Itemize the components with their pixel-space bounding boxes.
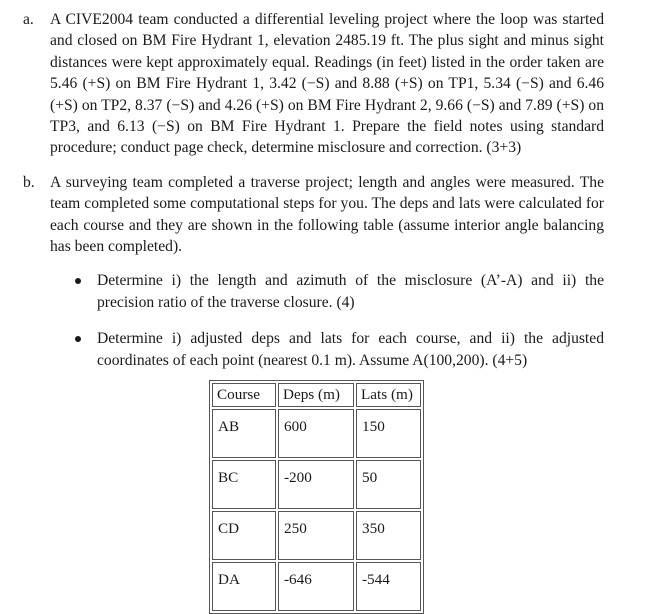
table-row [212,409,421,458]
table-header-row [212,383,421,407]
table-cell: 150 [356,409,421,458]
bullet-dot-icon [75,278,81,284]
table-row [212,460,421,509]
table-header-cell: Deps (m) [278,383,354,407]
table-row [212,562,421,611]
table-row [212,511,421,560]
bullet-text-2: Determine i) adjusted deps and lats for each course, and ii) the adjusted coordinates of each point (nearest 0.1 m). Assume A(100,200). (4+5) [97,330,604,369]
table-cell: 350 [356,511,421,560]
table-cell: -200 [278,460,354,509]
bullet-text-1: Determine i) the length and azimuth of the misclosure (A’-A) and ii) the precision ratio of the traverse closure. (4) [97,272,604,311]
table-cell: 250 [278,511,354,560]
table-cell: BC [212,460,276,509]
question-a-text: A CIVE2004 team conducted a differential leveling project where the loop was started and closed on BM Fire Hydrant 1, elevation 2485.19 ft. The plus sight and minus sight distances were kept approximately equal. Readings (in feet) listed in the order taken are 5.46 (+S) on BM Fire Hydrant 1, 3.42 (−S) and 8.88 (+S) on TP1, 5.34 (−S) and 6.46 (+S) on TP2, 8.37 (−S) and 4.26 (+S) on BM Fire Hydrant 2, 9.66 (−S) and 7.89 (+S) on TP3, and 6.13 (−S) on BM Fire Hydrant 1. Prepare the field notes using standard procedure; conduct page check, determine misclosure and correction. (3+3) [50,11,604,157]
table-cell: DA [212,562,276,611]
question-a-letter: a. [23,11,34,28]
table-cell: -544 [356,562,421,611]
question-b-letter: b. [23,174,35,191]
table-header-cell: Course [212,383,276,407]
table-cell: -646 [278,562,354,611]
question-b-text: A surveying team completed a traverse project; length and angles were measured. The team completed some computational steps for you. The deps and lats were calculated for each course and they are shown in the following table (assume interior angle balancing has been completed). [50,174,604,256]
bullet-dot-icon [75,336,81,342]
table-header-cell: Lats (m) [356,383,421,407]
table-cell: 50 [356,460,421,509]
table-cell: 600 [278,409,354,458]
table-cell: AB [212,409,276,458]
table-cell: CD [212,511,276,560]
